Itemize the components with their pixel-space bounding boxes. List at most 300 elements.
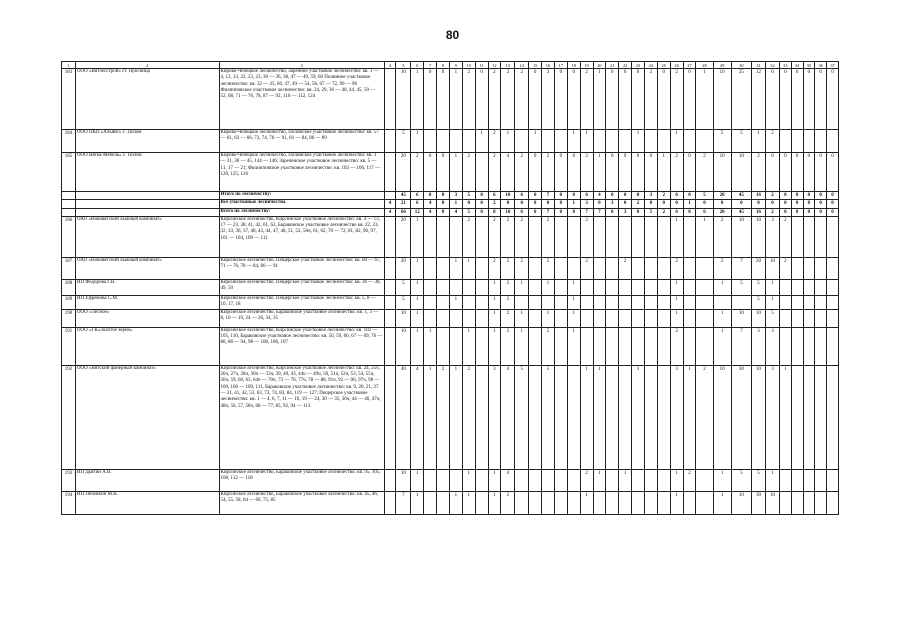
value-cell: 1	[449, 257, 462, 279]
value-cell: 4	[501, 153, 515, 192]
value-cell: 0	[542, 200, 555, 208]
value-cell	[619, 130, 632, 153]
value-cell	[696, 257, 713, 279]
value-cell: 40	[396, 365, 411, 469]
value-cell	[632, 257, 645, 279]
value-cell: 0	[803, 200, 815, 208]
value-cell: 0	[827, 192, 839, 200]
value-cell: 1	[411, 491, 424, 514]
column-number: 19	[580, 62, 593, 69]
value-cell: 0	[529, 192, 542, 200]
value-cell: 1	[449, 365, 462, 469]
value-cell: 3	[619, 208, 632, 216]
value-cell: 2	[713, 216, 731, 257]
value-cell	[827, 309, 839, 327]
value-cell	[554, 295, 567, 309]
value-cell: 1	[713, 327, 731, 365]
value-cell: 2	[779, 257, 791, 279]
value-cell: 0	[644, 200, 657, 208]
value-cell: 2	[766, 192, 780, 200]
value-cell: 10	[396, 469, 411, 491]
value-cell	[475, 295, 488, 309]
value-cell	[696, 279, 713, 295]
org-cell: ОАО «Нововятский лыжный комбинат»	[75, 216, 219, 257]
value-cell: 5	[644, 208, 657, 216]
org-cell: ООО «Вятлесстрой» ст. Просница	[75, 69, 219, 130]
value-cell	[554, 257, 567, 279]
value-cell	[791, 491, 803, 514]
value-cell: 1	[501, 130, 515, 153]
value-cell: 5	[766, 309, 780, 327]
row-number-cell	[62, 192, 76, 200]
value-cell: 3	[580, 200, 593, 208]
value-cell	[529, 279, 542, 295]
value-cell	[529, 309, 542, 327]
value-cell	[683, 216, 696, 257]
value-cell	[791, 365, 803, 469]
value-cell: 2	[670, 257, 683, 279]
value-cell: 1	[488, 295, 501, 309]
value-cell: 1	[542, 309, 555, 327]
value-cell	[827, 491, 839, 514]
column-number: 12	[488, 62, 501, 69]
table-row	[62, 365, 839, 469]
value-cell: 0	[424, 153, 437, 192]
value-cell	[815, 257, 827, 279]
value-cell: 0	[803, 192, 815, 200]
value-cell: 0	[619, 69, 632, 130]
value-cell	[449, 216, 462, 257]
value-cell: 0	[475, 69, 488, 130]
value-cell	[567, 491, 580, 514]
register-table	[61, 61, 839, 515]
table-row	[62, 491, 839, 514]
value-cell	[827, 216, 839, 257]
value-cell: 3	[670, 365, 683, 469]
value-cell	[827, 469, 839, 491]
value-cell: 1	[488, 309, 501, 327]
column-number: 7	[424, 62, 437, 69]
value-cell: 0	[766, 69, 780, 130]
value-cell: 3	[644, 192, 657, 200]
value-cell	[644, 295, 657, 309]
value-cell	[731, 295, 751, 309]
value-cell	[791, 469, 803, 491]
value-cell	[644, 491, 657, 514]
value-cell: 4	[449, 208, 462, 216]
org-cell: ООО «Лесное»	[75, 309, 219, 327]
value-cell	[644, 130, 657, 153]
value-cell: 1	[713, 469, 731, 491]
value-cell	[606, 327, 619, 365]
value-cell: 1	[529, 130, 542, 153]
value-cell: 5	[752, 469, 766, 491]
value-cell: 2	[766, 130, 780, 153]
value-cell	[803, 309, 815, 327]
value-cell	[696, 130, 713, 153]
value-cell: 4	[424, 208, 437, 216]
value-cell: 0	[779, 200, 791, 208]
value-cell	[827, 279, 839, 295]
value-cell: 2	[580, 153, 593, 192]
row-number-cell: 194	[62, 491, 76, 514]
column-number: 14	[515, 62, 529, 69]
column-number: 22	[619, 62, 632, 69]
value-cell	[779, 279, 791, 295]
value-cell: 2	[501, 279, 515, 295]
value-cell: 12	[411, 208, 424, 216]
value-cell: 5	[696, 192, 713, 200]
location-cell: Кирсинское лесничество, Бараковское участковое лесничество: кв. 95, 105, 108, 112 — 118	[219, 469, 384, 491]
value-cell	[632, 309, 645, 327]
total-row	[62, 208, 839, 216]
value-cell	[593, 216, 606, 257]
value-cell: 2	[542, 257, 555, 279]
value-cell	[815, 365, 827, 469]
value-cell: 0	[766, 153, 780, 192]
value-cell	[657, 327, 670, 365]
value-cell	[803, 216, 815, 257]
value-cell	[815, 469, 827, 491]
value-cell: 0	[437, 153, 450, 192]
value-cell	[619, 365, 632, 469]
value-cell: 1	[462, 327, 475, 365]
value-cell	[683, 257, 696, 279]
value-cell: 4	[384, 200, 396, 208]
value-cell	[632, 216, 645, 257]
value-cell	[683, 130, 696, 153]
value-cell: 3	[752, 327, 766, 365]
total-label: Итого по лесничеству:	[219, 192, 384, 200]
value-cell	[542, 469, 555, 491]
value-cell	[606, 257, 619, 279]
value-cell: 3	[449, 192, 462, 200]
value-cell: 20	[396, 153, 411, 192]
value-cell: 0	[632, 69, 645, 130]
value-cell: 0	[827, 208, 839, 216]
value-cell: 0	[567, 153, 580, 192]
value-cell: 0	[619, 200, 632, 208]
value-cell: 10	[752, 216, 766, 257]
value-cell: 2	[542, 216, 555, 257]
value-cell: 2	[488, 130, 501, 153]
value-cell	[529, 295, 542, 309]
value-cell	[696, 309, 713, 327]
value-cell	[779, 309, 791, 327]
column-number: 33	[779, 62, 791, 69]
value-cell: 7	[580, 208, 593, 216]
total-label: Все участковые лесничества	[219, 200, 384, 208]
value-cell: 1	[567, 295, 580, 309]
value-cell: 1	[580, 130, 593, 153]
value-cell: 3	[632, 365, 645, 469]
value-cell: 1	[580, 491, 593, 514]
value-cell	[449, 130, 462, 153]
value-cell: 25	[731, 69, 751, 130]
location-cell: Кирово-Чепецкое лесничество, Заречное участковое лесничество: кв. 1 — 4, 12, 13, 22, 23, 23, 30 — 36, 38, 47 — 49, 59, 60 Полинное участковое лесничество: кв. 32 — 35, 66, 47, 49 — 54, 56, 67 — 72, 90 — 96 Филипповское участковое лесничество: кв. 24, 29, 36 — 40, 44, 45, 50 — 52, 68, 71 — 76, 78, 87 — 92, 110 — 112, 124	[219, 69, 384, 130]
value-cell	[580, 295, 593, 309]
column-number: 26	[670, 62, 683, 69]
value-cell	[449, 309, 462, 327]
value-cell: 0	[554, 200, 567, 208]
value-cell: 0	[731, 200, 751, 208]
column-number: 35	[803, 62, 815, 69]
table-row	[62, 469, 839, 491]
value-cell: 7	[731, 327, 751, 365]
column-number: 36	[815, 62, 827, 69]
value-cell	[542, 295, 555, 309]
value-cell: 1	[779, 365, 791, 469]
value-cell: 1	[488, 491, 501, 514]
value-cell: 0	[475, 208, 488, 216]
value-cell: 1	[683, 365, 696, 469]
value-cell: 2	[766, 208, 780, 216]
value-cell: 1	[632, 130, 645, 153]
value-cell	[515, 295, 529, 309]
value-cell	[424, 216, 437, 257]
value-cell	[515, 491, 529, 514]
value-cell: 30	[731, 365, 751, 469]
value-cell	[606, 365, 619, 469]
row-number-cell: 189	[62, 295, 76, 309]
value-cell	[657, 309, 670, 327]
value-cell: 2	[501, 491, 515, 514]
value-cell	[632, 491, 645, 514]
value-cell: 0	[803, 153, 815, 192]
org-cell: ООО «ГК«Золотое зерно»	[75, 327, 219, 365]
value-cell: 3	[766, 365, 780, 469]
value-cell	[424, 130, 437, 153]
org-cell	[75, 200, 219, 208]
location-cell: Кирсинское лесничество, Пещерское участковое лесничество: кв. 5, 8 — 10, 17, 18	[219, 295, 384, 309]
value-cell	[815, 327, 827, 365]
value-cell: 0	[529, 208, 542, 216]
value-cell: 1	[411, 216, 424, 257]
value-cell: 6	[696, 208, 713, 216]
column-number: 37	[827, 62, 839, 69]
table-row	[62, 216, 839, 257]
value-cell	[644, 327, 657, 365]
value-cell: 20	[396, 257, 411, 279]
value-cell: 8	[488, 208, 501, 216]
value-cell: 6	[670, 208, 683, 216]
value-cell: 2	[488, 69, 501, 130]
value-cell: 1	[593, 469, 606, 491]
value-cell: 0	[619, 153, 632, 192]
value-cell	[779, 469, 791, 491]
column-number: 34	[791, 62, 803, 69]
value-cell: 10	[396, 309, 411, 327]
value-cell: 1	[449, 491, 462, 514]
value-cell: 0	[437, 69, 450, 130]
value-cell: 0	[683, 208, 696, 216]
value-cell	[593, 327, 606, 365]
value-cell: 1	[766, 279, 780, 295]
column-number: 13	[501, 62, 515, 69]
table-row	[62, 309, 839, 327]
value-cell: 1	[567, 130, 580, 153]
value-cell	[644, 309, 657, 327]
value-cell	[619, 491, 632, 514]
column-number: 3	[219, 62, 384, 69]
value-cell: 1	[593, 365, 606, 469]
value-cell	[580, 309, 593, 327]
location-cell: Кирсинское лесничество, Бараковское участковое лесничество: кв. 45, 46, 54, 55, 58, 64 — 66, 75, 85	[219, 491, 384, 514]
value-cell	[683, 309, 696, 327]
value-cell	[683, 295, 696, 309]
value-cell: 10	[731, 309, 751, 327]
value-cell: 10	[766, 257, 780, 279]
column-number: 27	[683, 62, 696, 69]
value-cell	[606, 295, 619, 309]
value-cell: 2	[437, 365, 450, 469]
column-number: 21	[606, 62, 619, 69]
value-cell	[384, 469, 396, 491]
value-cell: 6	[580, 192, 593, 200]
value-cell: 2	[670, 69, 683, 130]
org-cell: ИП Ефремова С.М.	[75, 295, 219, 309]
value-cell	[424, 469, 437, 491]
value-cell: 0	[779, 192, 791, 200]
value-cell	[619, 279, 632, 295]
value-cell: 1	[670, 491, 683, 514]
value-cell: 45	[731, 192, 751, 200]
row-number-cell: 185	[62, 153, 76, 192]
row-number-cell: 187	[62, 257, 76, 279]
value-cell: 0	[815, 200, 827, 208]
value-cell: 1	[449, 200, 462, 208]
value-cell	[437, 216, 450, 257]
value-cell	[696, 327, 713, 365]
value-cell: 2	[696, 365, 713, 469]
value-cell: 6	[670, 192, 683, 200]
row-number-cell: 186	[62, 216, 76, 257]
value-cell: 10	[396, 69, 411, 130]
value-cell: 2	[515, 69, 529, 130]
value-cell	[554, 469, 567, 491]
value-cell: 2	[644, 69, 657, 130]
value-cell: 7	[396, 491, 411, 514]
value-cell: 0	[424, 192, 437, 200]
value-cell: 0	[827, 153, 839, 192]
value-cell	[791, 216, 803, 257]
value-cell: 0	[606, 208, 619, 216]
column-number: 24	[644, 62, 657, 69]
value-cell	[803, 327, 815, 365]
value-cell: 2	[488, 200, 501, 208]
value-cell	[529, 216, 542, 257]
value-cell: 66	[396, 208, 411, 216]
value-cell: 0	[779, 153, 791, 192]
value-cell: 5	[731, 279, 751, 295]
value-cell: 0	[827, 200, 839, 208]
location-cell: Кирсинское лесничество, Бараковское участковое лесничество: кв. 1, 3 — 8, 10 — 19, 24 — 26, 34, 35	[219, 309, 384, 327]
org-cell	[75, 208, 219, 216]
value-cell	[384, 279, 396, 295]
value-cell	[475, 365, 488, 469]
location-cell: Кирсинское лесничество, Кирсинское участковое лесничество: кв. 102 — 105, 110, Бараковское участковое лесничество: кв. 50, 59, 60, 67 — 69, 76 — 80, 86 — 94, 98 — 100, 106, 107	[219, 327, 384, 365]
value-cell	[384, 69, 396, 130]
value-cell	[803, 130, 815, 153]
value-cell	[515, 469, 529, 491]
value-cell	[619, 216, 632, 257]
value-cell: 1	[567, 309, 580, 327]
value-cell: 10	[713, 69, 731, 130]
value-cell: 1	[411, 469, 424, 491]
value-cell	[632, 469, 645, 491]
column-number: 20	[593, 62, 606, 69]
value-cell	[827, 327, 839, 365]
org-cell: ИП Федорова Г.В.	[75, 279, 219, 295]
row-number-cell: 191	[62, 327, 76, 365]
value-cell	[606, 309, 619, 327]
value-cell	[779, 130, 791, 153]
value-cell	[657, 491, 670, 514]
value-cell: 20	[396, 216, 411, 257]
value-cell: 5	[752, 279, 766, 295]
value-cell	[462, 279, 475, 295]
value-cell	[529, 365, 542, 469]
column-number: 2	[75, 62, 219, 69]
value-cell	[632, 279, 645, 295]
value-cell	[462, 309, 475, 327]
value-cell: 2	[657, 208, 670, 216]
value-cell: 1	[488, 327, 501, 365]
value-cell	[554, 491, 567, 514]
value-cell: 1	[462, 257, 475, 279]
value-cell: 5	[731, 130, 751, 153]
value-cell: 2	[580, 69, 593, 130]
value-cell	[657, 257, 670, 279]
value-cell: 2	[580, 216, 593, 257]
value-cell	[529, 469, 542, 491]
value-cell	[815, 216, 827, 257]
value-cell	[815, 130, 827, 153]
value-cell	[644, 365, 657, 469]
value-cell: 0	[501, 200, 515, 208]
value-cell: 0	[606, 192, 619, 200]
value-cell: 2	[515, 216, 529, 257]
value-cell	[554, 216, 567, 257]
value-cell: 0	[683, 69, 696, 130]
value-cell: 1	[411, 295, 424, 309]
value-cell: 2	[632, 200, 645, 208]
value-cell	[554, 327, 567, 365]
value-cell: 5	[396, 130, 411, 153]
value-cell	[803, 469, 815, 491]
value-cell: 1	[670, 469, 683, 491]
value-cell: 10	[396, 327, 411, 365]
value-cell	[815, 295, 827, 309]
value-cell: 0	[815, 192, 827, 200]
table-row	[62, 153, 839, 192]
value-cell	[827, 130, 839, 153]
value-cell: 2	[683, 469, 696, 491]
value-cell	[593, 279, 606, 295]
value-cell	[554, 279, 567, 295]
location-cell: Кирово-Чепецкое лесничество, Поломское участковое лесничество: кв. 57 — 61, 63 — 66, 73, 74, 76 — 91, 81 — 84, 86 — 89	[219, 130, 384, 153]
value-cell	[683, 491, 696, 514]
column-number-row	[62, 62, 839, 69]
value-cell	[657, 130, 670, 153]
value-cell: 2	[501, 257, 515, 279]
value-cell	[475, 153, 488, 192]
value-cell: 7	[542, 192, 555, 200]
value-cell	[827, 365, 839, 469]
column-number: 23	[632, 62, 645, 69]
value-cell	[791, 257, 803, 279]
value-cell: 0	[593, 200, 606, 208]
